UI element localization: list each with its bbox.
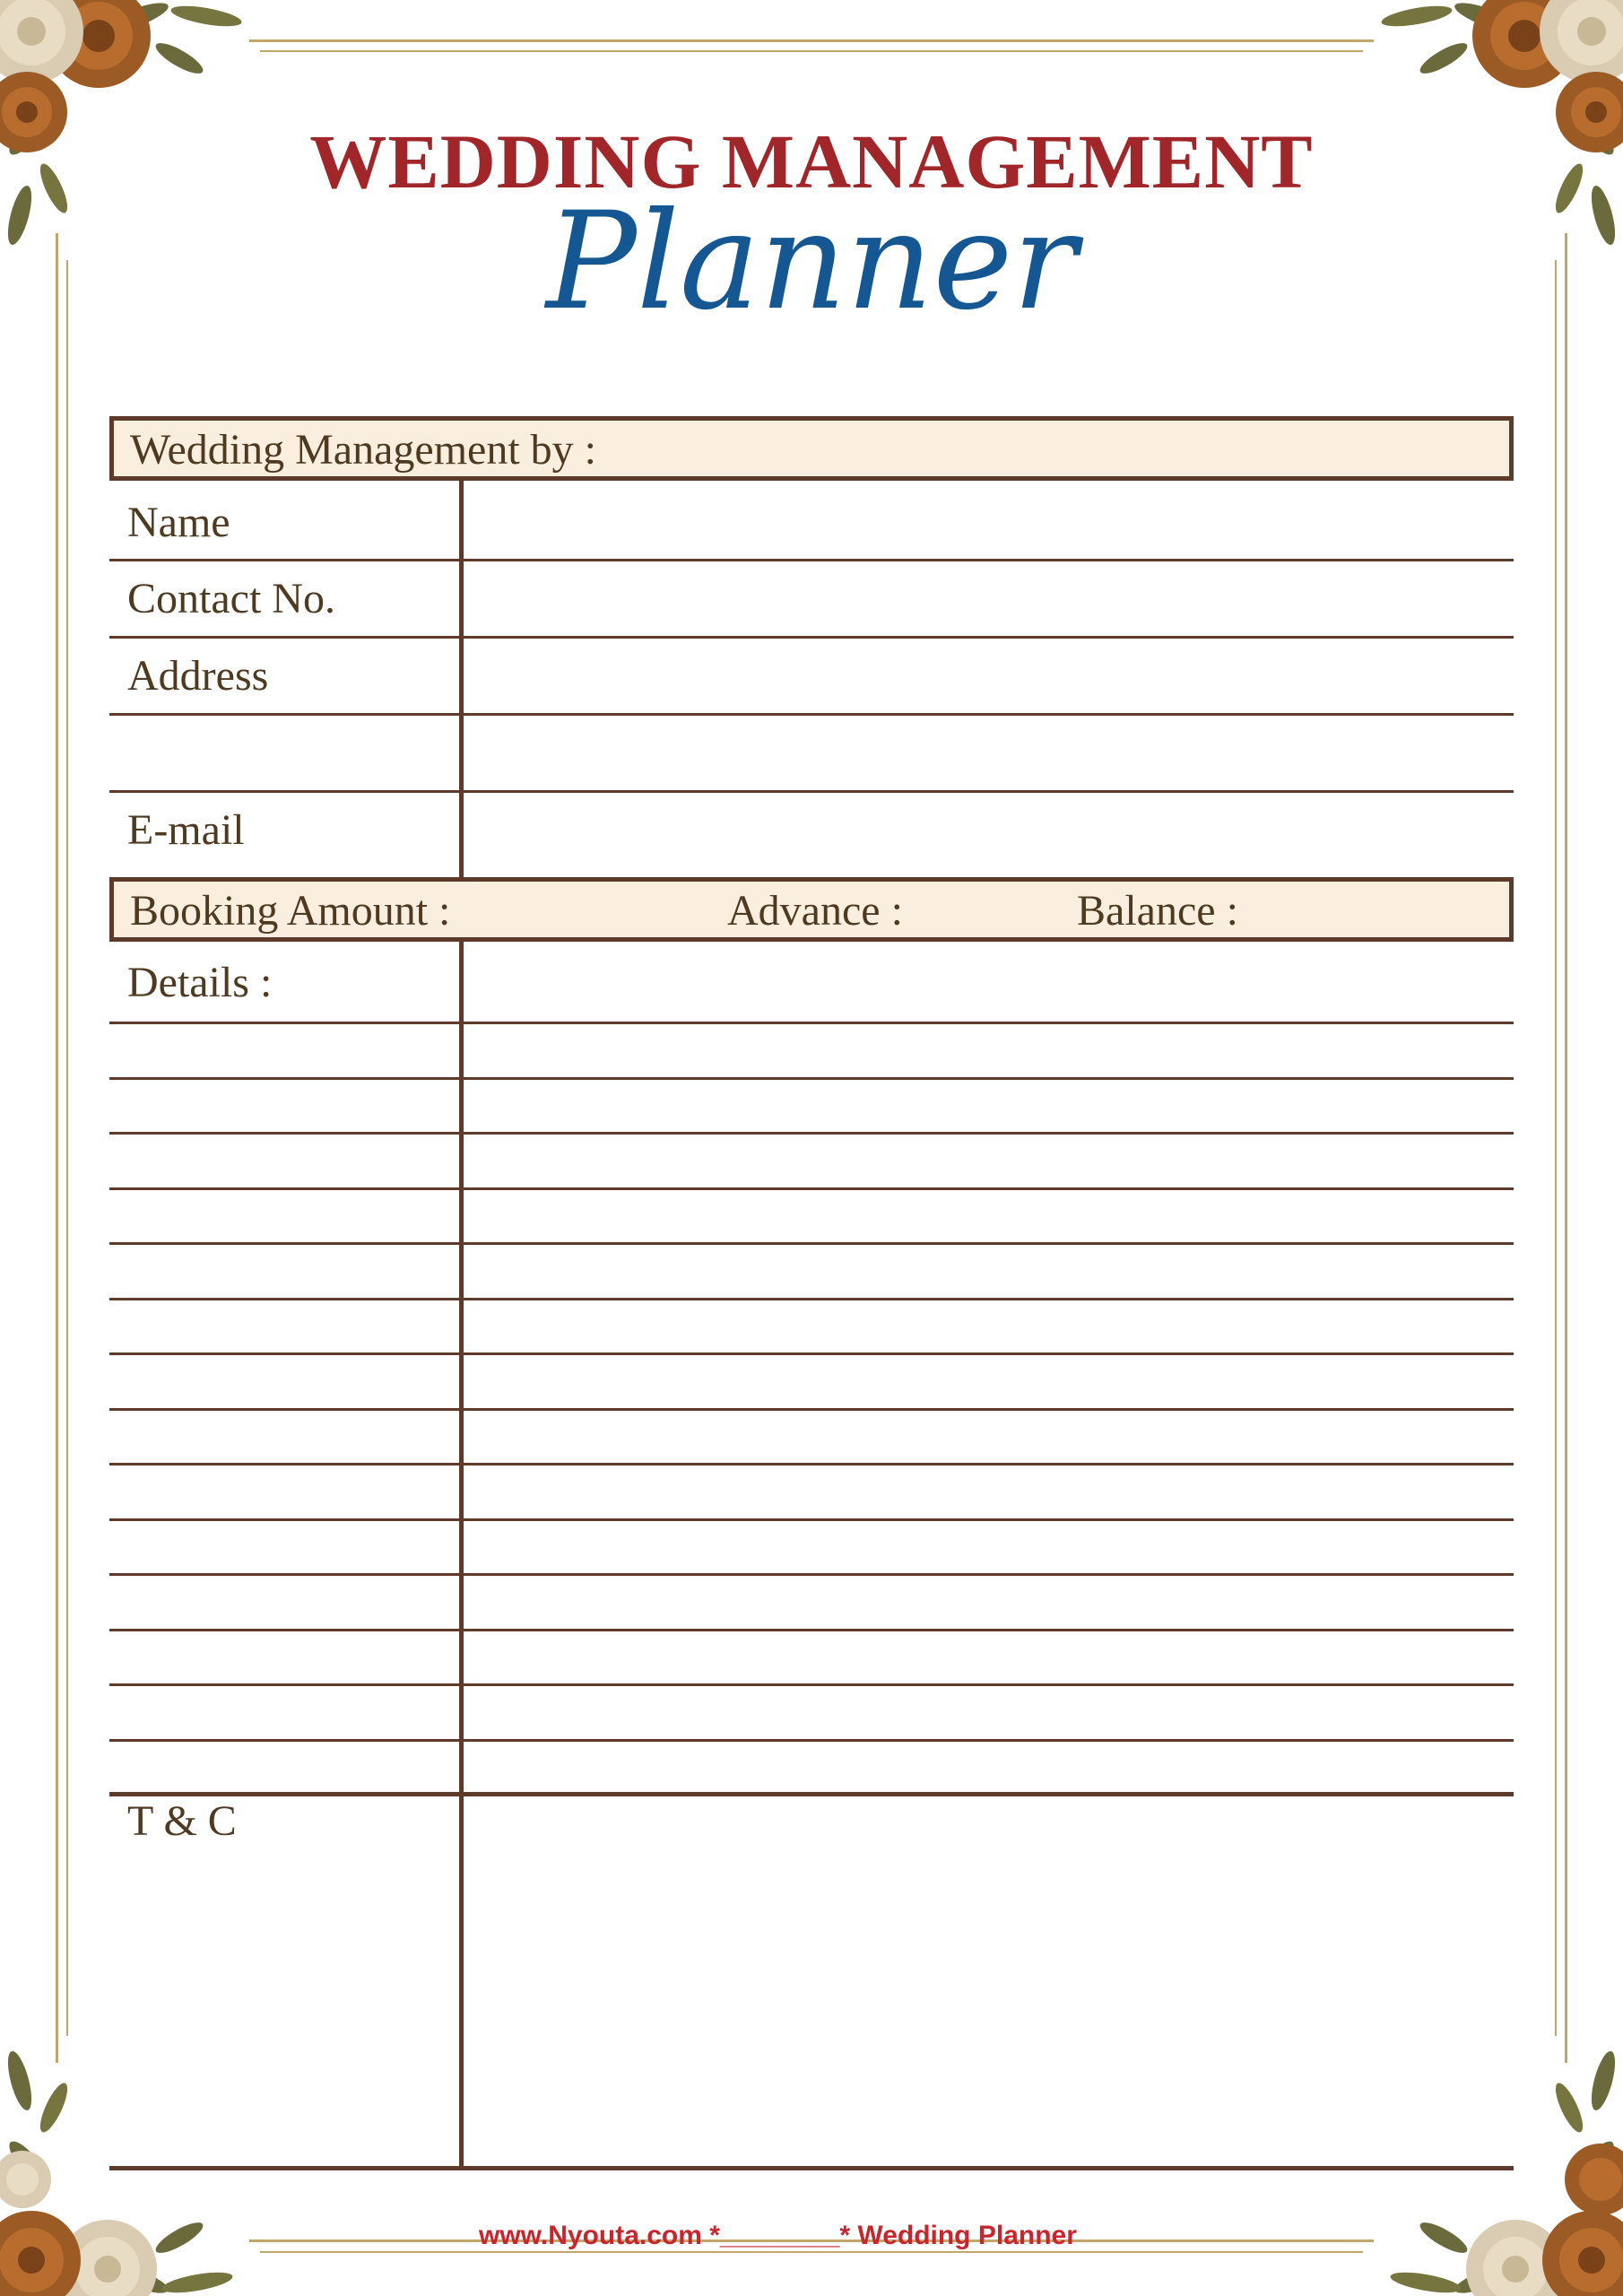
left-border-line-inner [66, 260, 68, 2036]
name-field[interactable] [109, 559, 1514, 561]
rose-bouquet-icon [0, 2027, 287, 2296]
details-line[interactable] [109, 1683, 1514, 1686]
left-border-line [56, 233, 58, 2063]
tc-label: T & C [127, 1797, 237, 1845]
details-line[interactable] [109, 1242, 1514, 1245]
column-divider-bottom [459, 940, 464, 2170]
top-border-line-inner [260, 50, 1363, 52]
address-field[interactable] [109, 713, 1514, 716]
details-line[interactable] [109, 1629, 1514, 1631]
details-line[interactable] [109, 1022, 1514, 1024]
column-divider-top [459, 479, 464, 879]
details-line[interactable] [109, 1573, 1514, 1576]
footer-website-text: www.Nyouta.com *________* Wedding Planner [479, 2221, 1077, 2250]
details-line[interactable] [109, 1187, 1514, 1190]
details-line[interactable] [109, 1408, 1514, 1411]
balance-label: Balance : [1077, 887, 1238, 935]
bottom-border-line-inner [260, 2251, 1363, 2253]
top-border-line [249, 39, 1374, 42]
details-line[interactable] [109, 1077, 1514, 1080]
address-label: Address [127, 652, 269, 700]
details-line[interactable] [109, 1739, 1514, 1742]
management-by-label: Wedding Management by : [130, 426, 597, 474]
details-line[interactable] [109, 1298, 1514, 1300]
details-line[interactable] [109, 1518, 1514, 1521]
details-line[interactable] [109, 1132, 1514, 1135]
email-label: E-mail [127, 806, 245, 854]
details-line[interactable] [109, 1463, 1514, 1465]
details-line[interactable] [109, 1352, 1514, 1355]
booking-amount-label: Booking Amount : [130, 887, 451, 935]
details-label: Details : [127, 959, 273, 1006]
right-border-line [1565, 233, 1567, 2063]
contact-field[interactable] [109, 636, 1514, 639]
right-border-line-inner [1555, 260, 1557, 2036]
advance-label: Advance : [727, 887, 903, 935]
page-title: WEDDING MANAGEMENT [309, 118, 1314, 204]
booking-band [109, 877, 1514, 942]
name-label: Name [127, 499, 230, 546]
details-end-line [109, 1792, 1514, 1796]
management-by-band [109, 416, 1514, 481]
contact-label: Contact No. [127, 575, 335, 622]
rose-bouquet-icon [1336, 2027, 1623, 2296]
address-field-line-2[interactable] [109, 790, 1514, 793]
page-subtitle: Planner [545, 184, 1078, 340]
tc-end-line [109, 2166, 1514, 2170]
